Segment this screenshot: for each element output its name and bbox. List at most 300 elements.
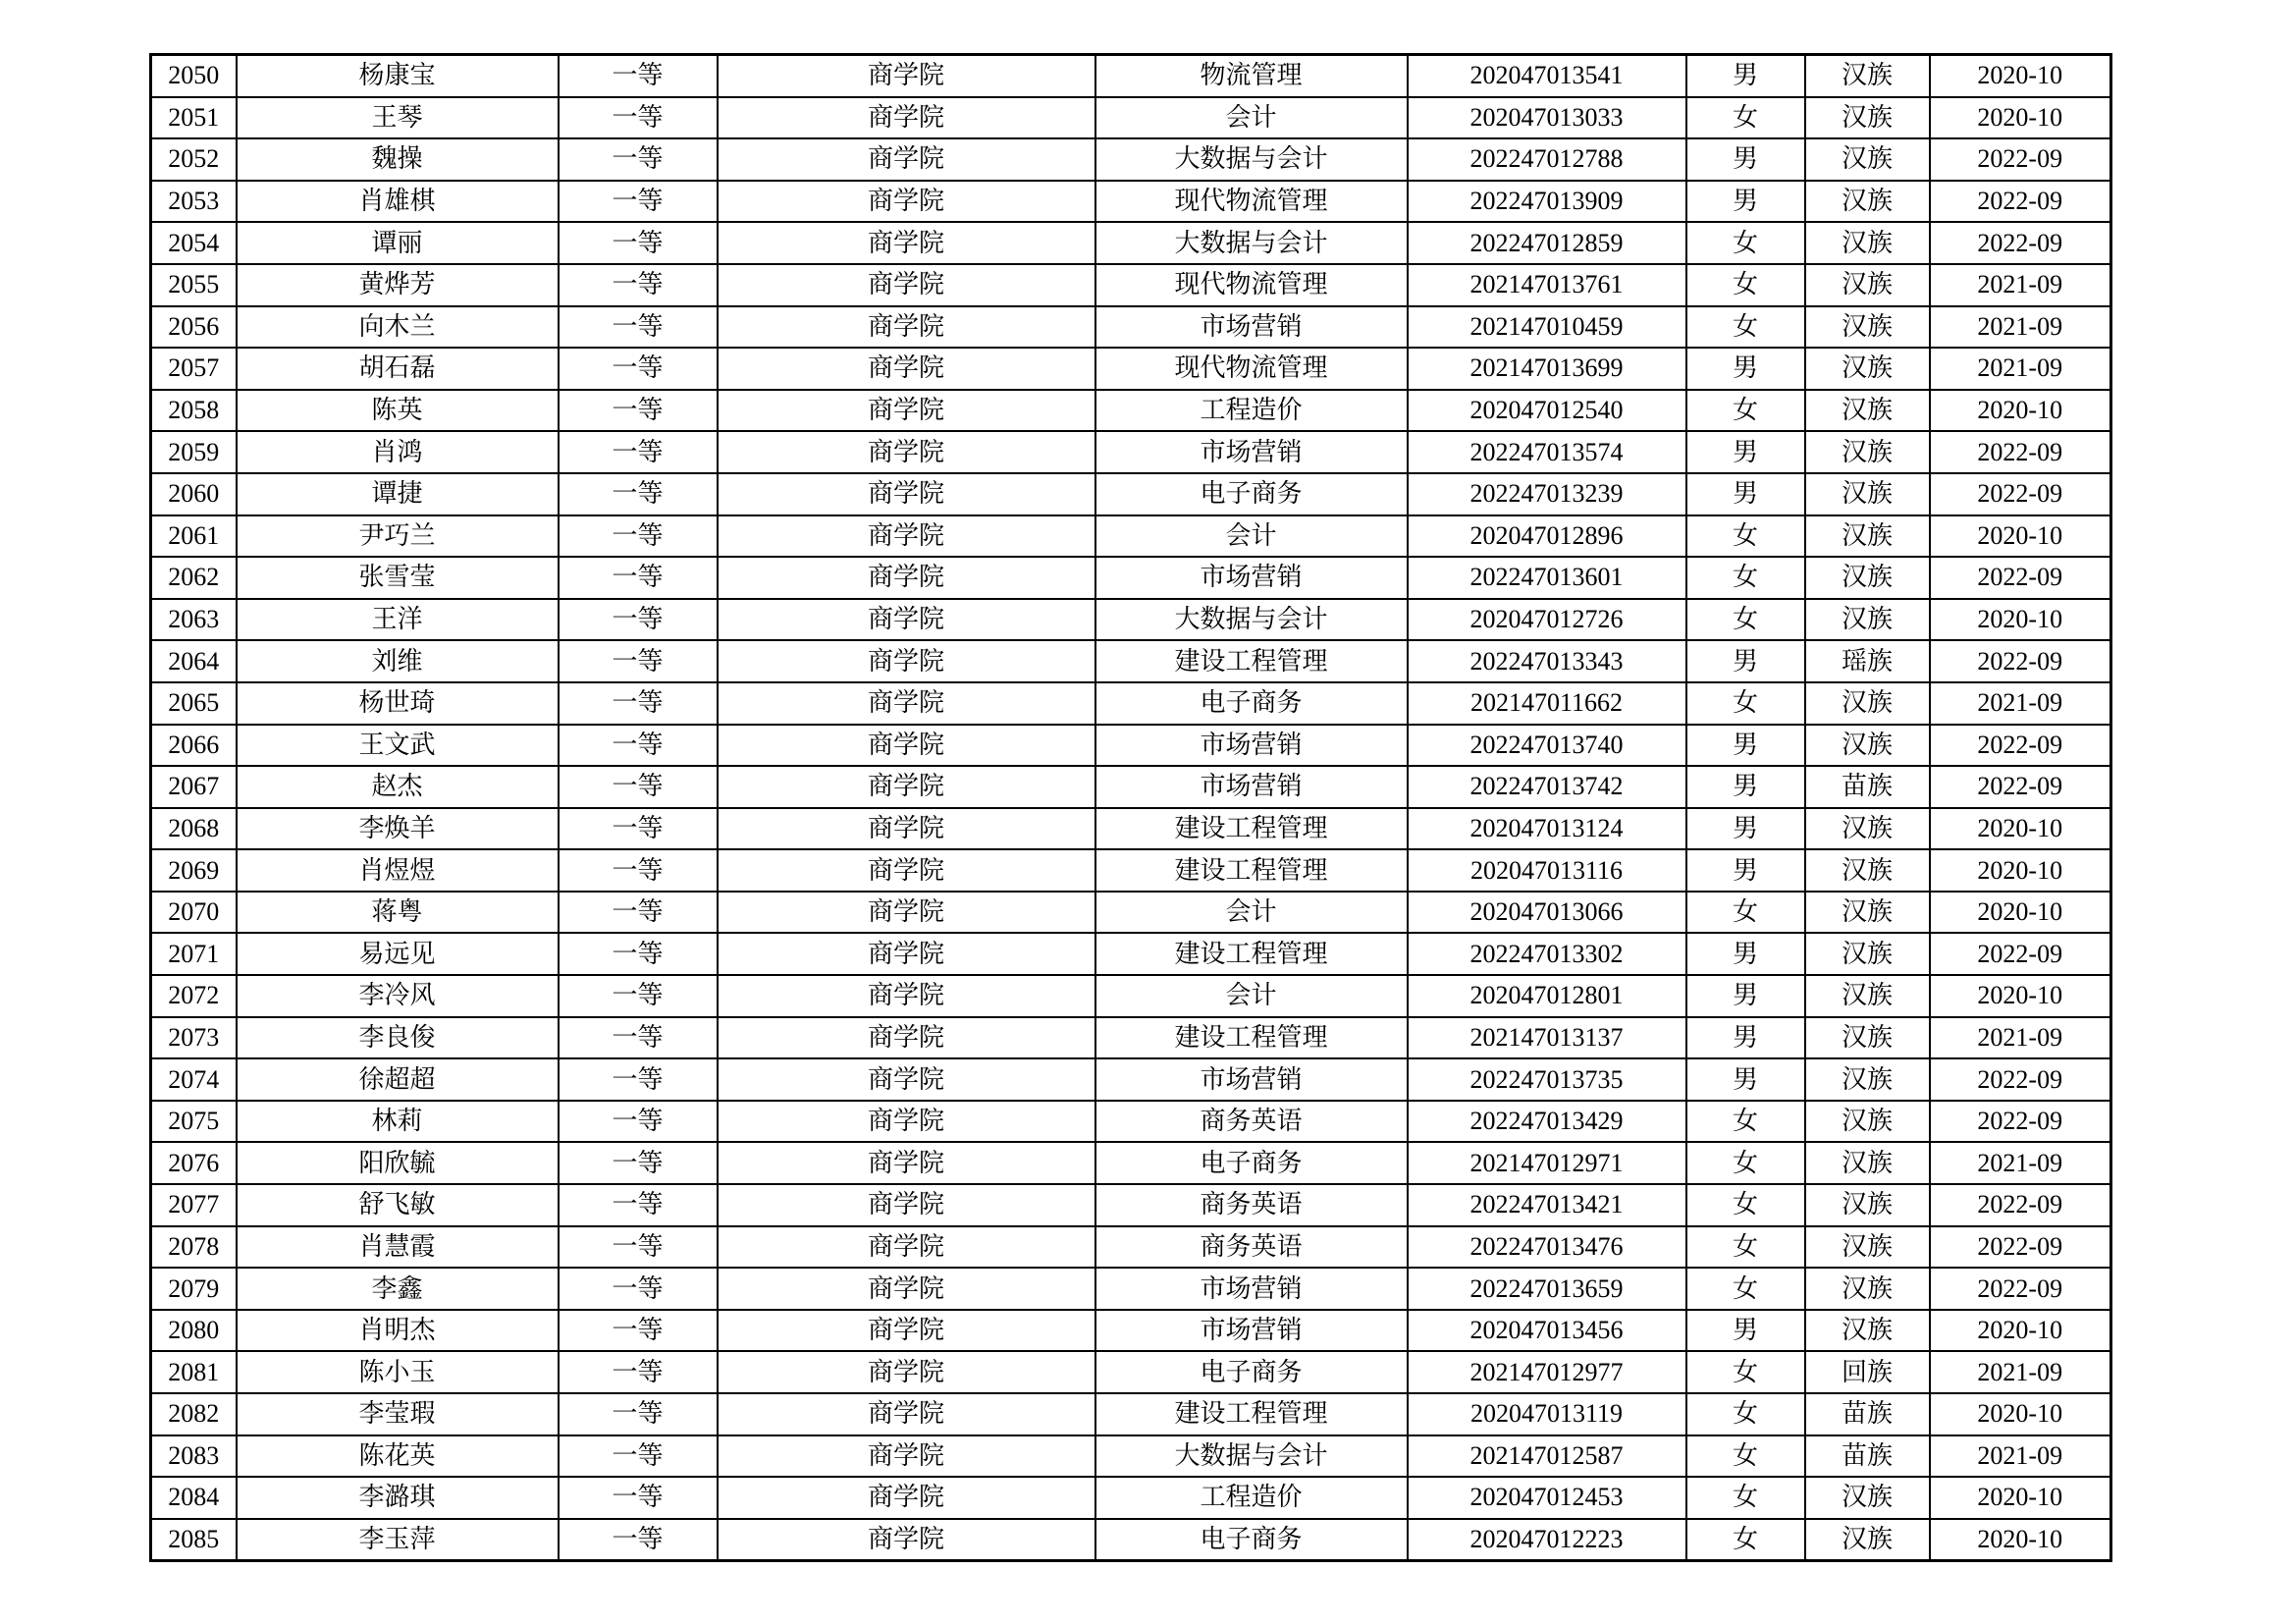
gender-cell: 女 [1686, 390, 1805, 432]
award-level-cell: 一等 [559, 892, 718, 934]
student-id-cell: 202247012859 [1408, 222, 1686, 264]
gender-cell: 男 [1686, 348, 1805, 390]
student-id-cell: 202047013456 [1408, 1310, 1686, 1352]
enrollment-date-cell: 2020-10 [1930, 599, 2111, 641]
table-row [151, 1477, 2111, 1519]
student-name-cell: 肖煜煜 [237, 849, 559, 892]
row-number-cell: 2050 [151, 55, 237, 97]
award-level-cell: 一等 [559, 1519, 718, 1561]
enrollment-date-cell: 2022-09 [1930, 431, 2111, 473]
major-name-cell: 市场营销 [1095, 1310, 1408, 1352]
table-row [151, 1310, 2111, 1352]
student-id-cell: 202147012971 [1408, 1142, 1686, 1184]
major-name-cell: 市场营销 [1095, 1268, 1408, 1310]
row-number-cell: 2055 [151, 264, 237, 306]
award-level-cell: 一等 [559, 1310, 718, 1352]
major-name-cell: 大数据与会计 [1095, 1435, 1408, 1478]
student-id-cell: 202047013541 [1408, 55, 1686, 97]
student-id-cell: 202147011662 [1408, 682, 1686, 725]
college-name-cell: 商学院 [718, 1017, 1095, 1059]
gender-cell: 男 [1686, 725, 1805, 767]
student-name-cell: 刘维 [237, 640, 559, 682]
student-id-cell: 202047012726 [1408, 599, 1686, 641]
ethnicity-cell: 汉族 [1805, 264, 1930, 306]
college-name-cell: 商学院 [718, 725, 1095, 767]
table-row [151, 390, 2111, 432]
student-name-cell: 肖明杰 [237, 1310, 559, 1352]
ethnicity-cell: 汉族 [1805, 181, 1930, 223]
gender-cell: 女 [1686, 1435, 1805, 1478]
award-level-cell: 一等 [559, 306, 718, 349]
row-number-cell: 2069 [151, 849, 237, 892]
enrollment-date-cell: 2020-10 [1930, 1477, 2111, 1519]
ethnicity-cell: 汉族 [1805, 515, 1930, 558]
gender-cell: 女 [1686, 222, 1805, 264]
enrollment-date-cell: 2022-09 [1930, 640, 2111, 682]
gender-cell: 男 [1686, 473, 1805, 515]
student-id-cell: 202247013735 [1408, 1058, 1686, 1101]
ethnicity-cell: 汉族 [1805, 725, 1930, 767]
major-name-cell: 市场营销 [1095, 306, 1408, 349]
table-row [151, 1101, 2111, 1143]
student-name-cell: 陈花英 [237, 1435, 559, 1478]
table-row [151, 599, 2111, 641]
college-name-cell: 商学院 [718, 1477, 1095, 1519]
student-id-cell: 202247013421 [1408, 1184, 1686, 1226]
gender-cell: 女 [1686, 892, 1805, 934]
college-name-cell: 商学院 [718, 1226, 1095, 1269]
ethnicity-cell: 汉族 [1805, 431, 1930, 473]
table-row [151, 640, 2111, 682]
award-level-cell: 一等 [559, 1184, 718, 1226]
award-level-cell: 一等 [559, 557, 718, 599]
row-number-cell: 2066 [151, 725, 237, 767]
college-name-cell: 商学院 [718, 1435, 1095, 1478]
student-name-cell: 王琴 [237, 97, 559, 139]
college-name-cell: 商学院 [718, 1184, 1095, 1226]
college-name-cell: 商学院 [718, 1519, 1095, 1561]
gender-cell: 女 [1686, 1519, 1805, 1561]
college-name-cell: 商学院 [718, 933, 1095, 975]
enrollment-date-cell: 2020-10 [1930, 515, 2111, 558]
student-id-cell: 202247013740 [1408, 725, 1686, 767]
ethnicity-cell: 汉族 [1805, 975, 1930, 1017]
ethnicity-cell: 汉族 [1805, 1268, 1930, 1310]
student-id-cell: 202247013574 [1408, 431, 1686, 473]
student-name-cell: 王洋 [237, 599, 559, 641]
major-name-cell: 建设工程管理 [1095, 933, 1408, 975]
major-name-cell: 工程造价 [1095, 1477, 1408, 1519]
ethnicity-cell: 回族 [1805, 1351, 1930, 1393]
student-name-cell: 尹巧兰 [237, 515, 559, 558]
ethnicity-cell: 汉族 [1805, 1017, 1930, 1059]
college-name-cell: 商学院 [718, 1393, 1095, 1435]
award-level-cell: 一等 [559, 515, 718, 558]
table-row [151, 55, 2111, 97]
student-name-cell: 易远见 [237, 933, 559, 975]
student-id-cell: 202247013742 [1408, 766, 1686, 808]
row-number-cell: 2060 [151, 473, 237, 515]
table-row [151, 222, 2111, 264]
row-number-cell: 2070 [151, 892, 237, 934]
gender-cell: 女 [1686, 682, 1805, 725]
award-level-cell: 一等 [559, 766, 718, 808]
student-name-cell: 蒋粤 [237, 892, 559, 934]
table-row [151, 1435, 2111, 1478]
award-level-cell: 一等 [559, 808, 718, 850]
row-number-cell: 2063 [151, 599, 237, 641]
ethnicity-cell: 汉族 [1805, 138, 1930, 181]
student-id-cell: 202247013302 [1408, 933, 1686, 975]
major-name-cell: 会计 [1095, 97, 1408, 139]
enrollment-date-cell: 2022-09 [1930, 181, 2111, 223]
enrollment-date-cell: 2022-09 [1930, 933, 2111, 975]
major-name-cell: 建设工程管理 [1095, 808, 1408, 850]
gender-cell: 男 [1686, 808, 1805, 850]
row-number-cell: 2081 [151, 1351, 237, 1393]
table-row [151, 766, 2111, 808]
gender-cell: 女 [1686, 1142, 1805, 1184]
award-level-cell: 一等 [559, 933, 718, 975]
student-name-cell: 谭捷 [237, 473, 559, 515]
college-name-cell: 商学院 [718, 892, 1095, 934]
major-name-cell: 电子商务 [1095, 1351, 1408, 1393]
enrollment-date-cell: 2022-09 [1930, 725, 2111, 767]
gender-cell: 男 [1686, 138, 1805, 181]
enrollment-date-cell: 2022-09 [1930, 1268, 2111, 1310]
student-name-cell: 谭丽 [237, 222, 559, 264]
college-name-cell: 商学院 [718, 682, 1095, 725]
row-number-cell: 2064 [151, 640, 237, 682]
table-row [151, 557, 2111, 599]
award-level-cell: 一等 [559, 1393, 718, 1435]
college-name-cell: 商学院 [718, 808, 1095, 850]
student-id-cell: 202247013909 [1408, 181, 1686, 223]
student-name-cell: 李玉萍 [237, 1519, 559, 1561]
table-row [151, 725, 2111, 767]
ethnicity-cell: 汉族 [1805, 1226, 1930, 1269]
gender-cell: 男 [1686, 55, 1805, 97]
gender-cell: 女 [1686, 599, 1805, 641]
award-level-cell: 一等 [559, 640, 718, 682]
student-name-cell: 肖雄棋 [237, 181, 559, 223]
table-row [151, 892, 2111, 934]
college-name-cell: 商学院 [718, 222, 1095, 264]
college-name-cell: 商学院 [718, 640, 1095, 682]
gender-cell: 男 [1686, 1017, 1805, 1059]
table-row [151, 1519, 2111, 1561]
enrollment-date-cell: 2020-10 [1930, 55, 2111, 97]
gender-cell: 男 [1686, 1058, 1805, 1101]
college-name-cell: 商学院 [718, 348, 1095, 390]
gender-cell: 女 [1686, 1477, 1805, 1519]
major-name-cell: 市场营销 [1095, 431, 1408, 473]
award-level-cell: 一等 [559, 222, 718, 264]
enrollment-date-cell: 2020-10 [1930, 97, 2111, 139]
major-name-cell: 市场营销 [1095, 557, 1408, 599]
enrollment-date-cell: 2021-09 [1930, 348, 2111, 390]
row-number-cell: 2071 [151, 933, 237, 975]
enrollment-date-cell: 2020-10 [1930, 975, 2111, 1017]
ethnicity-cell: 苗族 [1805, 1393, 1930, 1435]
major-name-cell: 市场营销 [1095, 1058, 1408, 1101]
major-name-cell: 商务英语 [1095, 1226, 1408, 1269]
student-id-cell: 202047013116 [1408, 849, 1686, 892]
gender-cell: 女 [1686, 1226, 1805, 1269]
award-level-cell: 一等 [559, 975, 718, 1017]
award-level-cell: 一等 [559, 97, 718, 139]
award-level-cell: 一等 [559, 390, 718, 432]
student-id-cell: 202047013033 [1408, 97, 1686, 139]
student-id-cell: 202247013239 [1408, 473, 1686, 515]
row-number-cell: 2074 [151, 1058, 237, 1101]
table-row [151, 1393, 2111, 1435]
enrollment-date-cell: 2020-10 [1930, 1310, 2111, 1352]
gender-cell: 女 [1686, 1101, 1805, 1143]
gender-cell: 男 [1686, 975, 1805, 1017]
enrollment-date-cell: 2022-09 [1930, 766, 2111, 808]
ethnicity-cell: 汉族 [1805, 1519, 1930, 1561]
gender-cell: 女 [1686, 515, 1805, 558]
gender-cell: 男 [1686, 431, 1805, 473]
row-number-cell: 2059 [151, 431, 237, 473]
student-name-cell: 张雪莹 [237, 557, 559, 599]
college-name-cell: 商学院 [718, 1310, 1095, 1352]
student-name-cell: 陈小玉 [237, 1351, 559, 1393]
ethnicity-cell: 汉族 [1805, 97, 1930, 139]
student-id-cell: 202047012453 [1408, 1477, 1686, 1519]
student-id-cell: 202147013699 [1408, 348, 1686, 390]
major-name-cell: 建设工程管理 [1095, 1393, 1408, 1435]
award-level-cell: 一等 [559, 1058, 718, 1101]
student-name-cell: 赵杰 [237, 766, 559, 808]
student-name-cell: 李鑫 [237, 1268, 559, 1310]
enrollment-date-cell: 2021-09 [1930, 264, 2111, 306]
table-row [151, 97, 2111, 139]
college-name-cell: 商学院 [718, 181, 1095, 223]
gender-cell: 男 [1686, 849, 1805, 892]
student-id-cell: 202147012587 [1408, 1435, 1686, 1478]
student-id-cell: 202047012540 [1408, 390, 1686, 432]
table-row [151, 264, 2111, 306]
award-level-cell: 一等 [559, 1142, 718, 1184]
enrollment-date-cell: 2022-09 [1930, 222, 2111, 264]
enrollment-date-cell: 2020-10 [1930, 390, 2111, 432]
college-name-cell: 商学院 [718, 1058, 1095, 1101]
row-number-cell: 2080 [151, 1310, 237, 1352]
major-name-cell: 电子商务 [1095, 682, 1408, 725]
enrollment-date-cell: 2022-09 [1930, 473, 2111, 515]
ethnicity-cell: 汉族 [1805, 222, 1930, 264]
student-id-cell: 202047012896 [1408, 515, 1686, 558]
row-number-cell: 2079 [151, 1268, 237, 1310]
ethnicity-cell: 瑶族 [1805, 640, 1930, 682]
ethnicity-cell: 汉族 [1805, 892, 1930, 934]
major-name-cell: 电子商务 [1095, 1142, 1408, 1184]
college-name-cell: 商学院 [718, 264, 1095, 306]
enrollment-date-cell: 2020-10 [1930, 1393, 2111, 1435]
major-name-cell: 电子商务 [1095, 1519, 1408, 1561]
student-id-cell: 202247012788 [1408, 138, 1686, 181]
major-name-cell: 大数据与会计 [1095, 138, 1408, 181]
student-id-cell: 202247013476 [1408, 1226, 1686, 1269]
student-id-cell: 202147010459 [1408, 306, 1686, 349]
award-level-cell: 一等 [559, 55, 718, 97]
ethnicity-cell: 苗族 [1805, 766, 1930, 808]
college-name-cell: 商学院 [718, 306, 1095, 349]
college-name-cell: 商学院 [718, 975, 1095, 1017]
enrollment-date-cell: 2021-09 [1930, 1142, 2111, 1184]
table-row [151, 431, 2111, 473]
ethnicity-cell: 汉族 [1805, 306, 1930, 349]
major-name-cell: 商务英语 [1095, 1101, 1408, 1143]
major-name-cell: 建设工程管理 [1095, 1017, 1408, 1059]
student-id-cell: 202047012801 [1408, 975, 1686, 1017]
enrollment-date-cell: 2020-10 [1930, 892, 2111, 934]
student-name-cell: 李焕羊 [237, 808, 559, 850]
student-name-cell: 李冷风 [237, 975, 559, 1017]
ethnicity-cell: 汉族 [1805, 599, 1930, 641]
student-id-cell: 202247013429 [1408, 1101, 1686, 1143]
ethnicity-cell: 汉族 [1805, 1477, 1930, 1519]
row-number-cell: 2052 [151, 138, 237, 181]
table-row [151, 138, 2111, 181]
college-name-cell: 商学院 [718, 849, 1095, 892]
table-row [151, 1058, 2111, 1101]
row-number-cell: 2082 [151, 1393, 237, 1435]
student-name-cell: 李良俊 [237, 1017, 559, 1059]
table-row [151, 682, 2111, 725]
enrollment-date-cell: 2022-09 [1930, 1101, 2111, 1143]
student-id-cell: 202047013066 [1408, 892, 1686, 934]
college-name-cell: 商学院 [718, 473, 1095, 515]
ethnicity-cell: 汉族 [1805, 1142, 1930, 1184]
scholarship-roster-table [149, 53, 2112, 1562]
table-row [151, 1184, 2111, 1226]
award-level-cell: 一等 [559, 725, 718, 767]
major-name-cell: 现代物流管理 [1095, 264, 1408, 306]
college-name-cell: 商学院 [718, 766, 1095, 808]
award-level-cell: 一等 [559, 1435, 718, 1478]
ethnicity-cell: 汉族 [1805, 348, 1930, 390]
ethnicity-cell: 汉族 [1805, 808, 1930, 850]
row-number-cell: 2053 [151, 181, 237, 223]
row-number-cell: 2065 [151, 682, 237, 725]
enrollment-date-cell: 2020-10 [1930, 1519, 2111, 1561]
major-name-cell: 现代物流管理 [1095, 181, 1408, 223]
student-id-cell: 202147013761 [1408, 264, 1686, 306]
row-number-cell: 2078 [151, 1226, 237, 1269]
ethnicity-cell: 汉族 [1805, 1101, 1930, 1143]
student-name-cell: 向木兰 [237, 306, 559, 349]
college-name-cell: 商学院 [718, 390, 1095, 432]
enrollment-date-cell: 2021-09 [1930, 1017, 2111, 1059]
major-name-cell: 市场营销 [1095, 766, 1408, 808]
award-level-cell: 一等 [559, 431, 718, 473]
award-level-cell: 一等 [559, 849, 718, 892]
enrollment-date-cell: 2021-09 [1930, 1351, 2111, 1393]
enrollment-date-cell: 2022-09 [1930, 1226, 2111, 1269]
award-level-cell: 一等 [559, 264, 718, 306]
gender-cell: 女 [1686, 264, 1805, 306]
student-name-cell: 王文武 [237, 725, 559, 767]
enrollment-date-cell: 2021-09 [1930, 682, 2111, 725]
college-name-cell: 商学院 [718, 138, 1095, 181]
ethnicity-cell: 汉族 [1805, 933, 1930, 975]
award-level-cell: 一等 [559, 1226, 718, 1269]
table-row [151, 808, 2111, 850]
college-name-cell: 商学院 [718, 55, 1095, 97]
enrollment-date-cell: 2022-09 [1930, 1058, 2111, 1101]
table-row [151, 181, 2111, 223]
row-number-cell: 2075 [151, 1101, 237, 1143]
enrollment-date-cell: 2022-09 [1930, 138, 2111, 181]
gender-cell: 女 [1686, 1351, 1805, 1393]
gender-cell: 女 [1686, 1184, 1805, 1226]
ethnicity-cell: 汉族 [1805, 1058, 1930, 1101]
award-level-cell: 一等 [559, 682, 718, 725]
table-row [151, 1017, 2111, 1059]
college-name-cell: 商学院 [718, 431, 1095, 473]
student-name-cell: 林莉 [237, 1101, 559, 1143]
award-level-cell: 一等 [559, 1017, 718, 1059]
row-number-cell: 2058 [151, 390, 237, 432]
table-row [151, 933, 2111, 975]
ethnicity-cell: 汉族 [1805, 473, 1930, 515]
table-row [151, 515, 2111, 558]
student-name-cell: 陈英 [237, 390, 559, 432]
major-name-cell: 会计 [1095, 515, 1408, 558]
gender-cell: 女 [1686, 1268, 1805, 1310]
row-number-cell: 2076 [151, 1142, 237, 1184]
ethnicity-cell: 汉族 [1805, 55, 1930, 97]
enrollment-date-cell: 2020-10 [1930, 808, 2111, 850]
student-id-cell: 202147013137 [1408, 1017, 1686, 1059]
roster-table-body [151, 55, 2111, 1561]
gender-cell: 男 [1686, 640, 1805, 682]
student-name-cell: 黄烨芳 [237, 264, 559, 306]
table-row [151, 975, 2111, 1017]
college-name-cell: 商学院 [718, 599, 1095, 641]
student-name-cell: 肖鸿 [237, 431, 559, 473]
college-name-cell: 商学院 [718, 1101, 1095, 1143]
row-number-cell: 2077 [151, 1184, 237, 1226]
student-id-cell: 202047013119 [1408, 1393, 1686, 1435]
row-number-cell: 2054 [151, 222, 237, 264]
major-name-cell: 商务英语 [1095, 1184, 1408, 1226]
ethnicity-cell: 汉族 [1805, 849, 1930, 892]
gender-cell: 女 [1686, 306, 1805, 349]
student-name-cell: 李潞琪 [237, 1477, 559, 1519]
student-id-cell: 202147012977 [1408, 1351, 1686, 1393]
ethnicity-cell: 苗族 [1805, 1435, 1930, 1478]
ethnicity-cell: 汉族 [1805, 557, 1930, 599]
student-name-cell: 魏操 [237, 138, 559, 181]
enrollment-date-cell: 2021-09 [1930, 1435, 2111, 1478]
award-level-cell: 一等 [559, 138, 718, 181]
student-name-cell: 杨康宝 [237, 55, 559, 97]
gender-cell: 女 [1686, 1393, 1805, 1435]
row-number-cell: 2062 [151, 557, 237, 599]
table-row [151, 1142, 2111, 1184]
student-id-cell: 202047013124 [1408, 808, 1686, 850]
row-number-cell: 2073 [151, 1017, 237, 1059]
major-name-cell: 大数据与会计 [1095, 222, 1408, 264]
ethnicity-cell: 汉族 [1805, 682, 1930, 725]
major-name-cell: 会计 [1095, 975, 1408, 1017]
award-level-cell: 一等 [559, 473, 718, 515]
gender-cell: 男 [1686, 933, 1805, 975]
